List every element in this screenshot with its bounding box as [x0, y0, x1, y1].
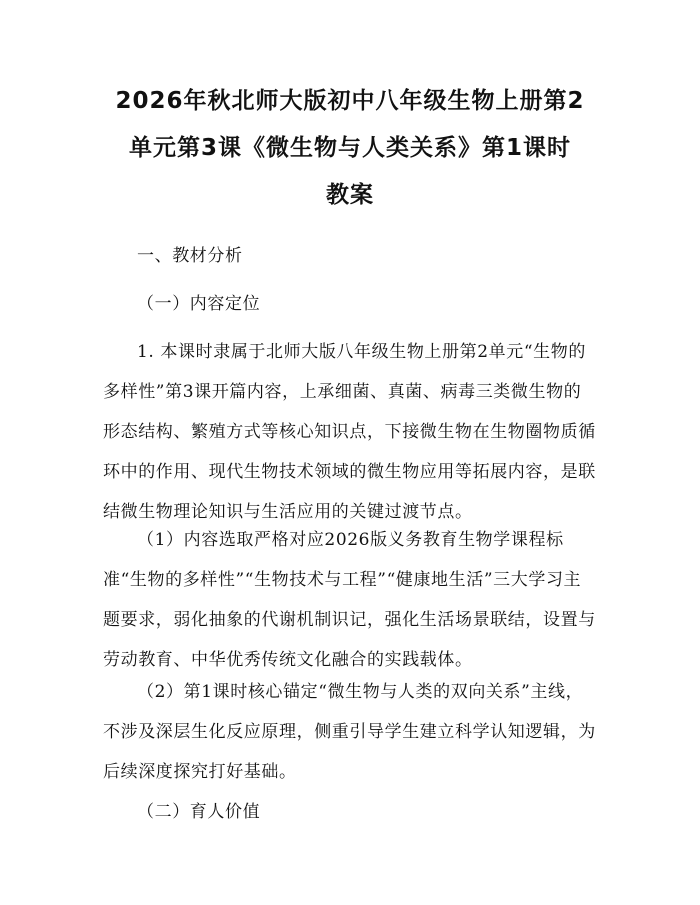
document-title	[80, 78, 620, 219]
section-heading-1: 一、教材分析	[137, 246, 243, 266]
subsection-heading-1: （一）内容定位	[137, 294, 261, 314]
title-line-2: 单元第3课《微生物与人类关系》第1课时	[128, 135, 571, 161]
paragraph-3: （2）第1课时核心锚定“微生物与人类的双向关系”主线，不涉及深层生化反应原理，侧重引导学生建立科学认知逻辑，为后续深度探究打好基础。	[103, 682, 596, 782]
subsection-heading-2: （二）育人价值	[137, 802, 261, 822]
paragraph-2: （1）内容选取严格对应2026版义务教育生物学课程标准“生物的多样性”“生物技术与工程”“健康地生活”三大学习主题要求，弱化抽象的代谢机制识记，强化生活场景联结，设置与劳动教育、中华优秀传统文化融合的实践载体。	[103, 530, 596, 670]
paragraph-1: 1. 本课时隶属于北师大版八年级生物上册第2单元“生物的多样性”第3课开篇内容，上承细菌、真菌、病毒三类微生物的形态结构、繁殖方式等核心知识点，下接微生物在生物圈物质循环中的作用、现代生物技术领域的微生物应用等拓展内容，是联结微生物理论知识与生活应用的关键过渡节点。	[103, 342, 596, 522]
title-line-3: 教案	[326, 182, 374, 208]
title-line-1: 2026年秋北师大版初中八年级生物上册第2	[115, 88, 585, 114]
